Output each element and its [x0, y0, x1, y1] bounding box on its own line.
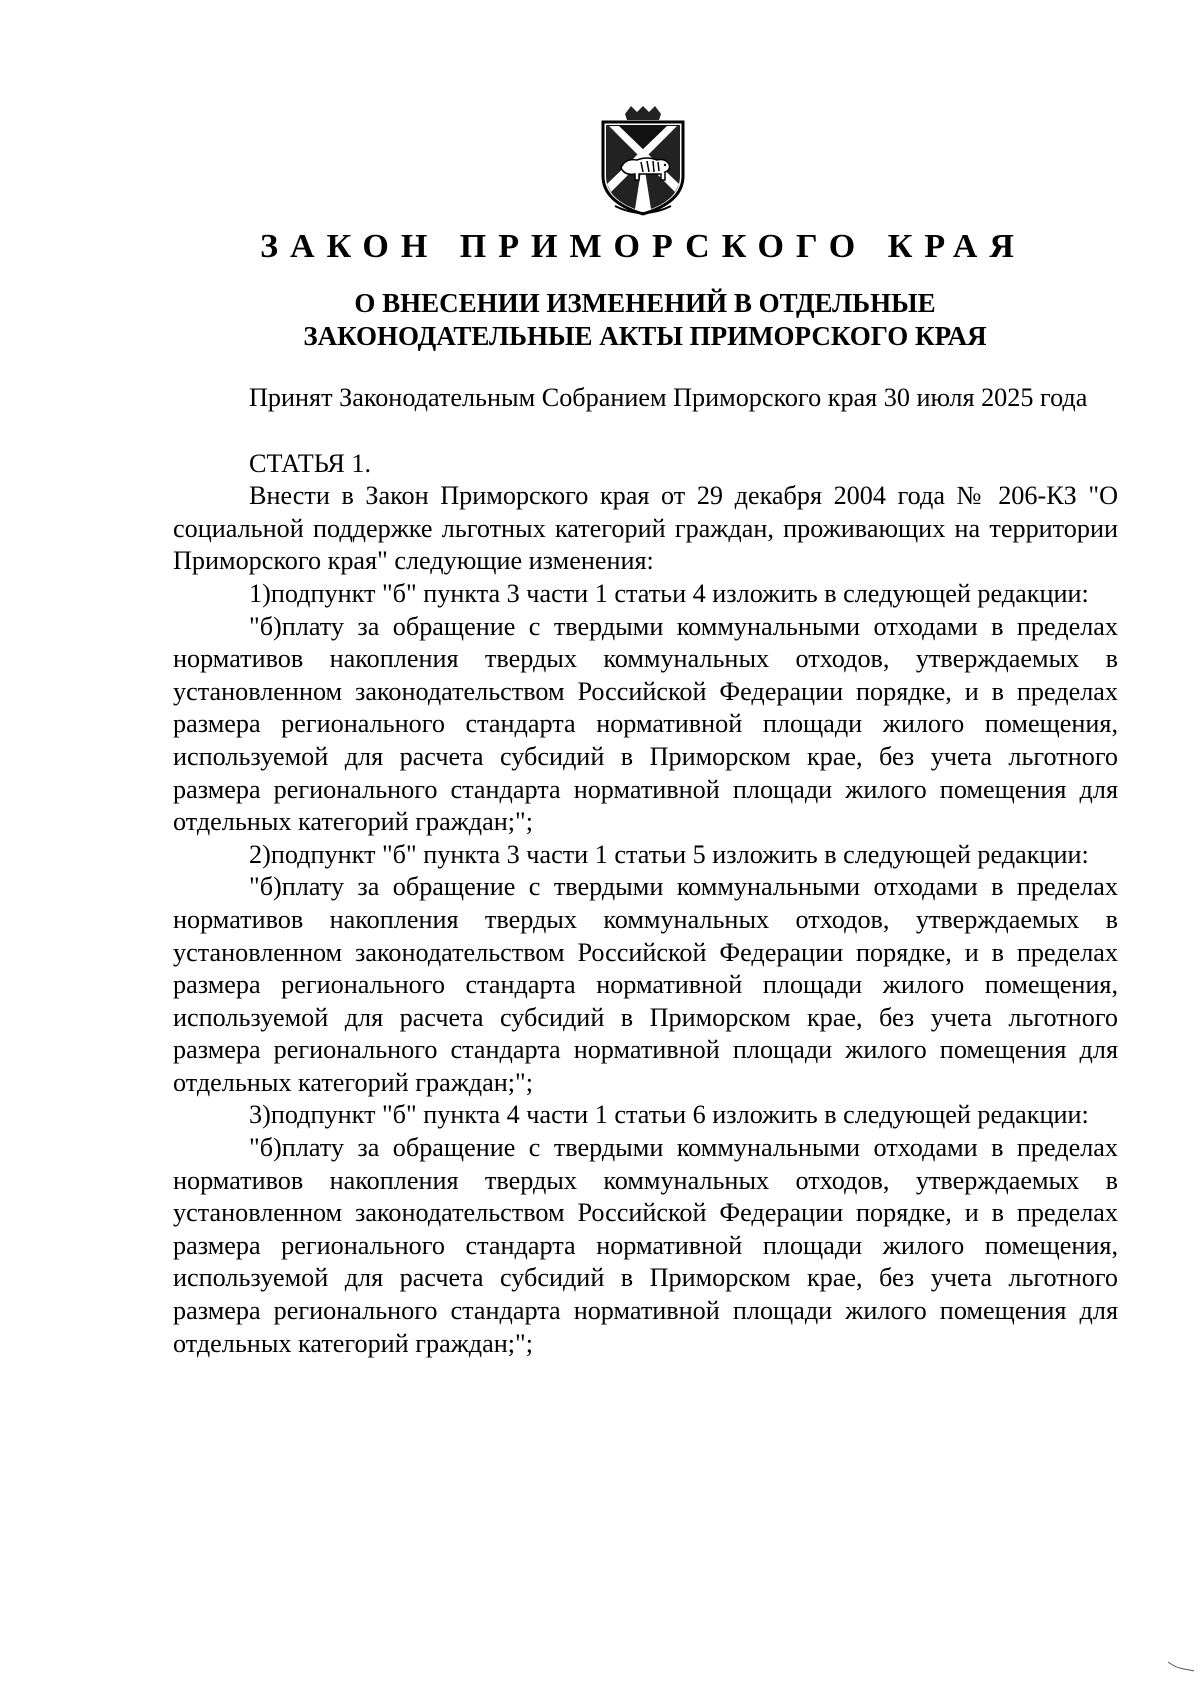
coat-of-arms-icon: [595, 106, 691, 216]
scan-edge-mark: [1166, 1658, 1196, 1672]
amendment-text: "б)плату за обращение с твердыми коммунальными отходами в пределах нормативов накопления твердых коммунальных отходов, утверждаемых в установленном законодательством Российской Федерации порядке, и в пределах размера регионального стандарта нормативной площади жилого помещения, используемой для расчета субсидий в Приморском крае, без учета льготного размера регионального стандарта нормативной площади жилого помещения для отдельных категорий граждан;";: [173, 872, 1118, 1097]
article-heading: СТАТЬЯ 1.: [249, 448, 372, 478]
amendment-text: "б)плату за обращение с твердыми коммунальными отходами в пределах нормативов накопления твердых коммунальных отходов, утверждаемых в установленном законодательством Российской Федерации порядке, и в пределах размера регионального стандарта нормативной площади жилого помещения, используемой для расчета субсидий в Приморском крае, без учета льготного размера регионального стандарта нормативной площади жилого помещения для отдельных категорий граждан;";: [173, 1133, 1118, 1358]
law-subtitle-line: ЗАКОНОДАТЕЛЬНЫЕ АКТЫ ПРИМОРСКОГО КРАЯ: [303, 321, 987, 351]
amendment-text: "б)плату за обращение с твердыми коммунальными отходами в пределах нормативов накопления твердых коммунальных отходов, утверждаемых в установленном законодательством Российской Федерации порядке, и в пределах размера регионального стандарта нормативной площади жилого помещения, используемой для расчета субсидий в Приморском крае, без учета льготного размера регионального стандарта нормативной площади жилого помещения для отдельных категорий граждан;";: [173, 611, 1118, 837]
article-intro: Внести в Закон Приморского края от 29 декабря 2004 года № 206-КЗ "О социальной поддержке льготных категорий граждан, проживающих на территории Приморского края" следующие изменения:: [173, 481, 1118, 576]
law-title: ЗАКОН ПРИМОРСКОГО КРАЯ: [260, 228, 1026, 265]
document-body: [173, 382, 1118, 1360]
adoption-statement: Принят Законодательным Собранием Приморского края 30 июля 2025 года: [249, 383, 1088, 412]
law-subtitle: [170, 287, 1120, 353]
amendment-instruction: 3)подпункт "б" пункта 4 части 1 статьи 6 изложить в следующей редакции:: [249, 1100, 1089, 1130]
law-subtitle-line: О ВНЕСЕНИИ ИЗМЕНЕНИЙ В ОТДЕЛЬНЫЕ: [354, 288, 936, 318]
amendment-instruction: 1)подпункт "б" пункта 3 части 1 статьи 4 изложить в следующей редакции:: [249, 578, 1089, 608]
amendment-instruction: 2)подпункт "б" пункта 3 части 1 статьи 5 изложить в следующей редакции:: [249, 839, 1089, 869]
